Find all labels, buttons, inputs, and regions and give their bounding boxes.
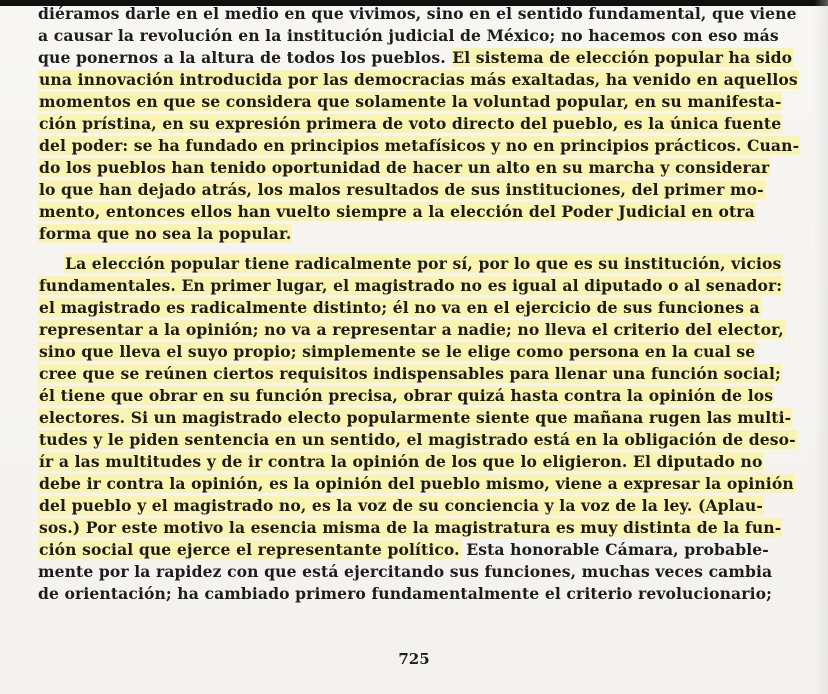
highlighted-text: fundamentales. En primer lugar, el magistrado no es igual al diputado o al senador: (39, 276, 783, 295)
text-line (38, 91, 808, 113)
text-line (38, 385, 808, 407)
page-number: 725 (398, 650, 430, 668)
text-line (38, 473, 808, 495)
highlighted-text: cree que se reúnen ciertos requisitos indispensables para llenar una función social; (39, 364, 781, 383)
text-line (38, 135, 808, 157)
text-segment: mente por la rapidez con que está ejercitando sus funciones, muchas veces cambia (38, 562, 773, 581)
text-line (38, 113, 808, 135)
text-line (38, 69, 808, 91)
highlighted-text: do los pueblos han tenido oportunidad de hacer un alto en su marcha y considerar (39, 158, 770, 177)
text-line (38, 495, 808, 517)
highlighted-text: El sistema de elección popular ha sido (452, 48, 793, 67)
text-segment: a causar la revolución en la institución judicial de México; no hacemos con eso más (38, 26, 779, 45)
text-line (38, 583, 808, 605)
text-segment: diéramos darle en el medio en que vivimos, sino en el sentido fundamental, que viene (38, 4, 797, 23)
highlighted-text: del poder: se ha fundado en principios metafísicos y no en principios prácticos. Cuan- (39, 136, 800, 155)
highlighted-text: momentos en que se considera que solamente la voluntad popular, en su manifesta- (39, 92, 782, 111)
highlighted-text: sos.) Por este motivo la esencia misma de la magistratura es muy distinta de la fun- (39, 518, 782, 537)
highlighted-text: ción prístina, en su expresión primera de voto directo del pueblo, es la única fuente (39, 114, 782, 133)
highlighted-text: ción social que ejerce el representante político. (39, 540, 460, 559)
highlighted-text: forma que no sea la popular. (39, 224, 292, 243)
text-line (38, 297, 808, 319)
text-segment: que ponernos a la altura de todos los pueblos. (38, 48, 452, 67)
text-line (38, 157, 808, 179)
text-line (38, 25, 808, 47)
text-line (38, 319, 808, 341)
highlighted-text: lo que han dejado atrás, los malos resultados de sus instituciones, del primer mo- (39, 180, 764, 199)
text-line (38, 407, 808, 429)
page-edge-shadow (814, 0, 828, 694)
text-segment: Esta honorable Cámara, probable- (460, 540, 769, 559)
highlighted-text: tudes y le piden sentencia en un sentido, el magistrado está en la obligación de deso- (39, 430, 796, 449)
highlighted-text: mento, entonces ellos han vuelto siempre a la elección del Poder Judicial en otra (39, 202, 755, 221)
text-line (38, 179, 808, 201)
text-line (38, 341, 808, 363)
text-line (38, 561, 808, 583)
text-line (38, 363, 808, 385)
text-line (38, 451, 808, 473)
highlighted-text: representar a la opinión; no va a representar a nadie; no lleva el criterio del elector, (39, 320, 784, 339)
highlighted-text: electores. Si un magistrado electo popularmente siente que mañana rugen las multi- (39, 408, 792, 427)
highlighted-text: La elección popular tiene radicalmente por sí, por lo que es su institución, vicios (65, 254, 782, 273)
text-line (38, 517, 808, 539)
text-line (38, 429, 808, 451)
text-line (38, 47, 808, 69)
highlighted-text: él tiene que obrar en su función precisa, obrar quizá hasta contra la opinión de los (39, 386, 774, 405)
highlighted-text: sino que lleva el suyo propio; simplemente se le elige como persona en la cual se (39, 342, 756, 361)
text-line (38, 275, 808, 297)
highlighted-text: del pueblo y el magistrado no, es la voz de su conciencia y la voz de la ley. (Aplau- (39, 496, 763, 515)
text-segment: de orientación; ha cambiado primero fundamentalmente el criterio revolucionario; (38, 584, 772, 603)
highlighted-text: ír a las multitudes y de ir contra la opinión de los que lo eligieron. El diputado no (39, 452, 763, 471)
highlighted-text: el magistrado es radicalmente distinto; él no va en el ejercicio de sus funciones a (39, 298, 760, 317)
highlighted-text: debe ir contra la opinión, es la opinión del pueblo mismo, viene a expresar la opinión (39, 474, 794, 493)
text-line (38, 223, 808, 245)
text-line (38, 539, 808, 561)
text-line (38, 201, 808, 223)
text-line (38, 3, 808, 25)
highlighted-text: una innovación introducida por las democracias más exaltadas, ha venido en aquellos (39, 70, 798, 89)
text-line (38, 253, 808, 275)
body-text (38, 3, 808, 605)
